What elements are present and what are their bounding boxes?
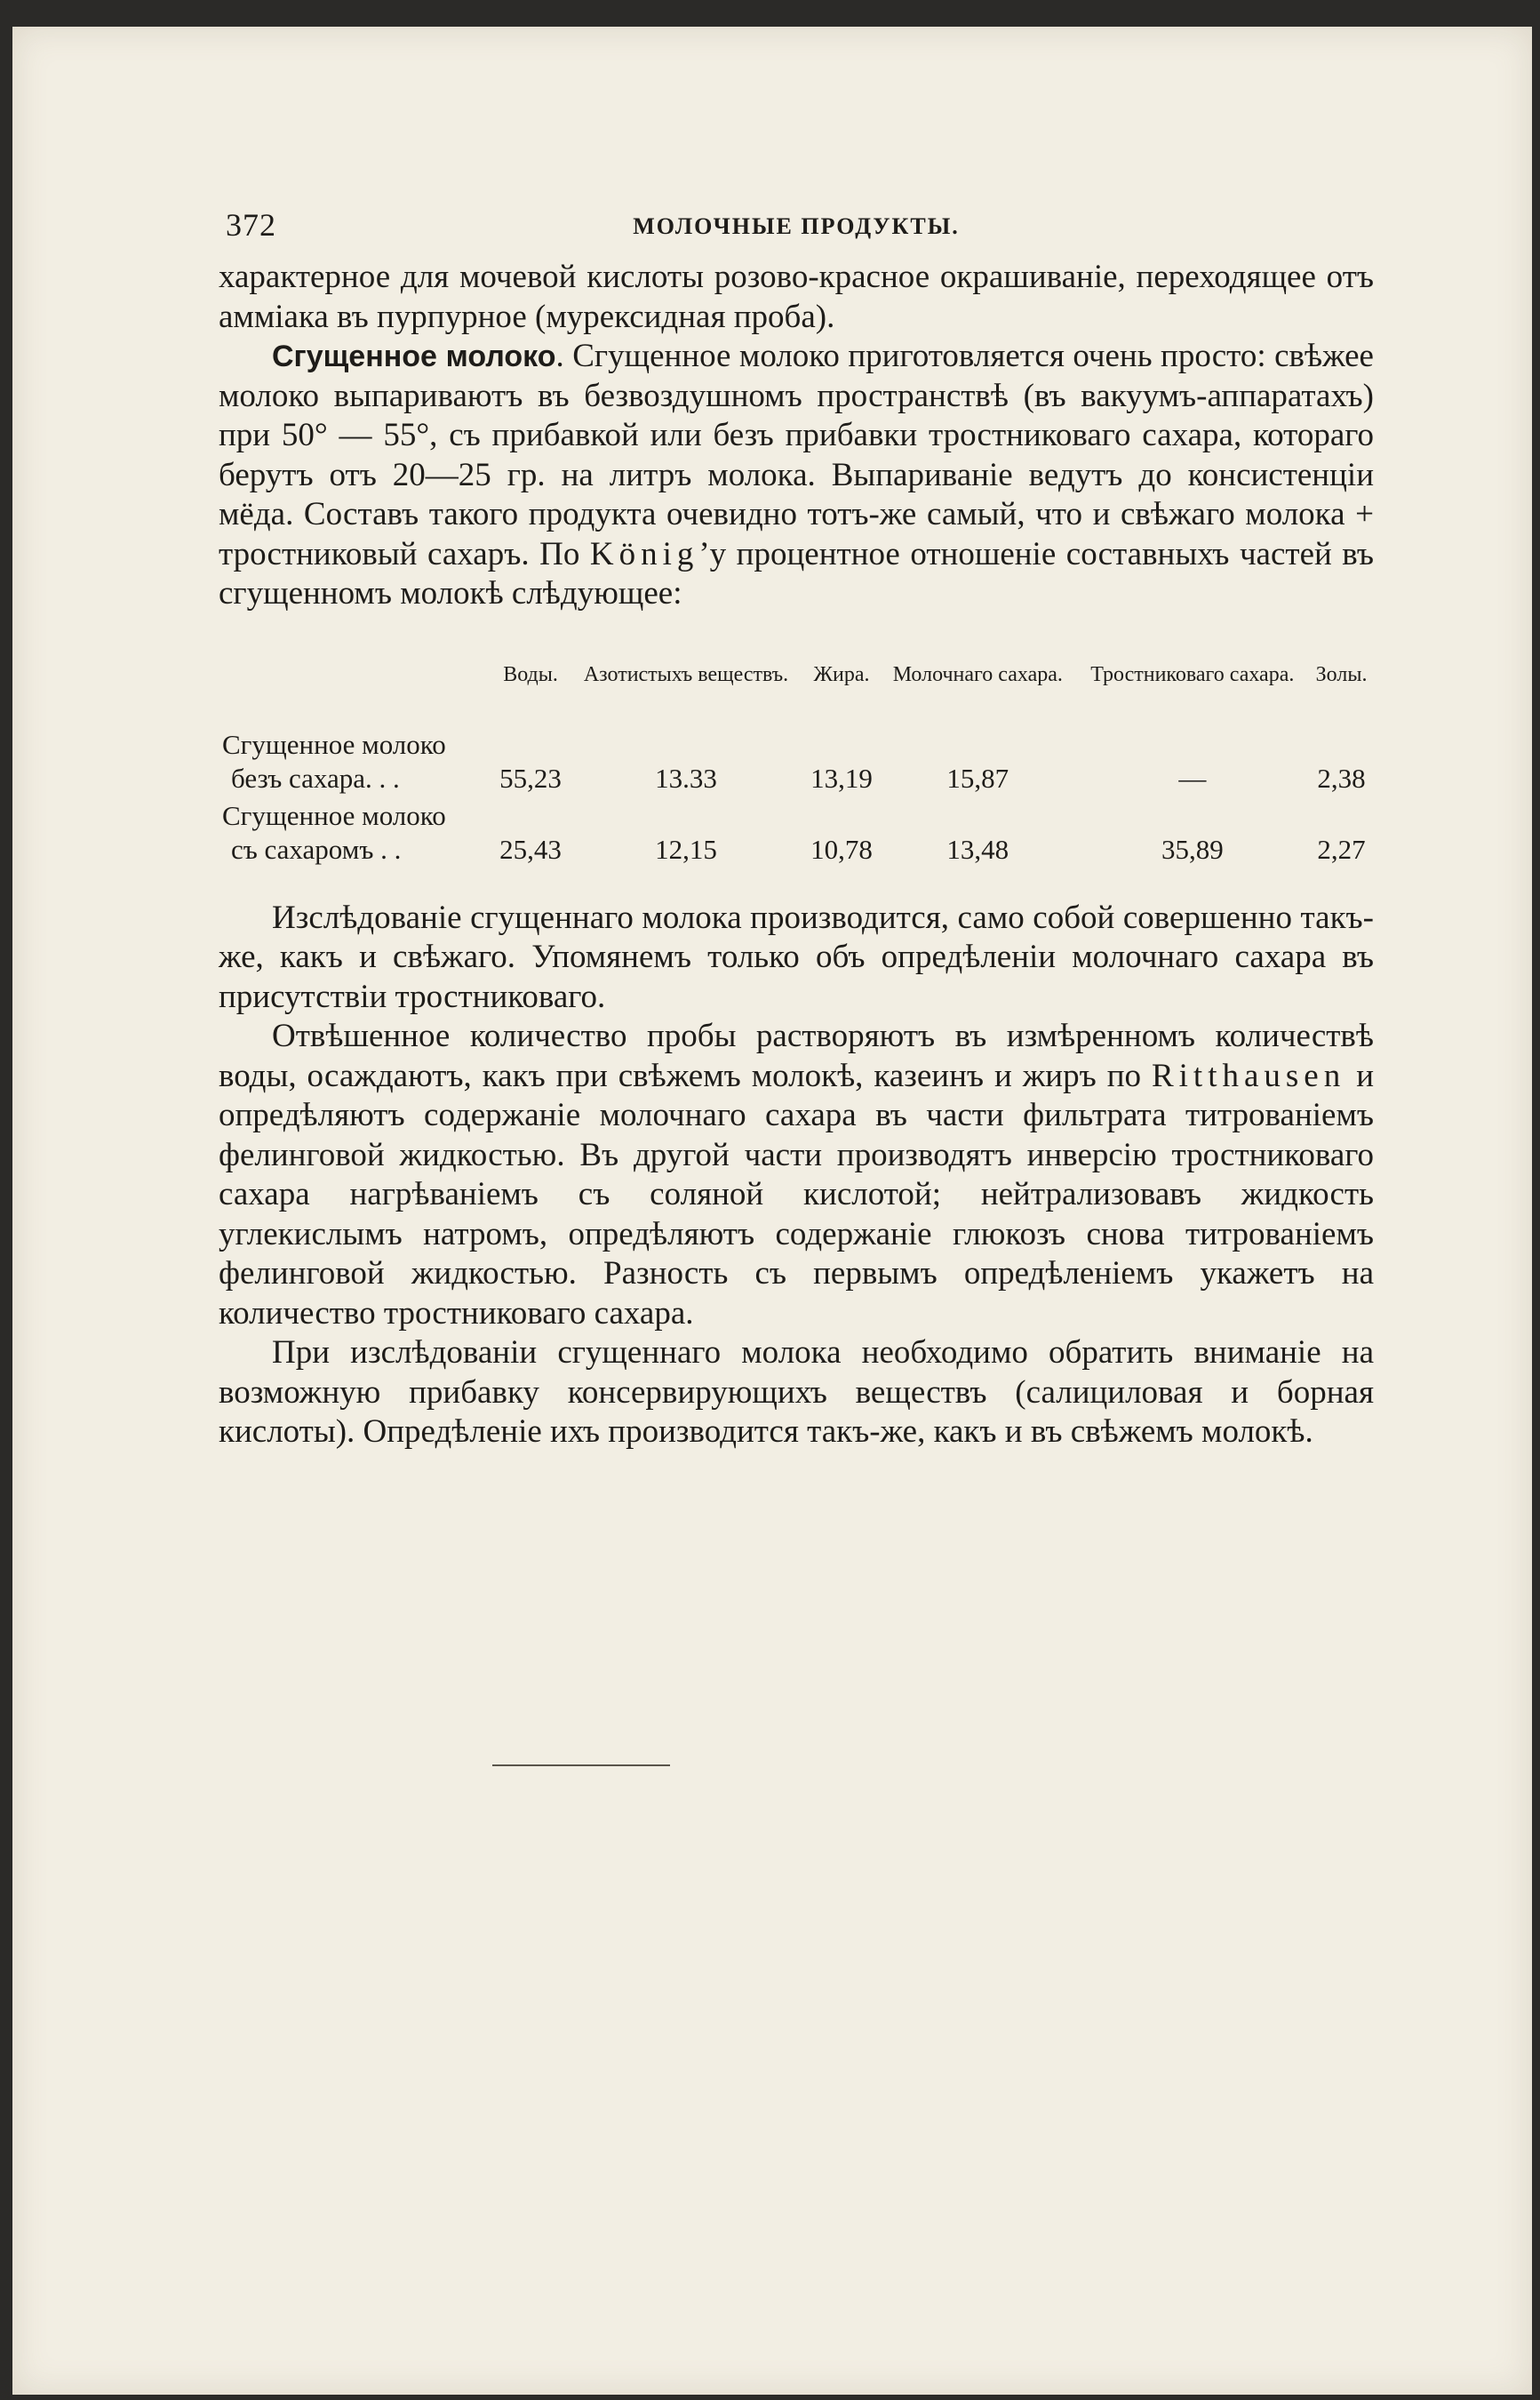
composition-table xyxy=(219,630,1374,868)
page-number: 372 xyxy=(226,207,276,243)
row-label-line: безъ сахара. . . xyxy=(231,762,400,794)
table-cell: 35,89 xyxy=(1161,833,1224,865)
row-label-line: съ сахаромъ . . xyxy=(231,833,402,865)
section-heading: Сгущенное молоко xyxy=(272,340,556,373)
table-cell: 12,15 xyxy=(655,833,717,865)
table-cell: 2,38 xyxy=(1317,762,1366,794)
table-corner xyxy=(219,630,492,726)
column-header: Жира. xyxy=(813,662,870,686)
column-header: Азотистыхъ веществъ. xyxy=(583,662,789,686)
row-label-line: Сгущенное молоко xyxy=(222,728,446,760)
paragraph-text: ’у процентное отношеніе составныхъ частей въ сгущенномъ молокѣ слѣдующее: xyxy=(219,535,1374,612)
paragraph-5: При изслѣдованіи сгущеннаго молока необходимо обратить вниманіе на возможную прибавку консервирующихъ веществъ (салициловая и борная кислоты). Опредѣленіе ихъ производится такъ-же, какъ и въ свѣжемъ молокѣ. xyxy=(219,1334,1374,1450)
table-cell: 13,48 xyxy=(946,833,1009,865)
paragraph-text: Отвѣшенное количество пробы растворяютъ въ измѣренномъ количествѣ воды, осаждаютъ, какъ при свѣжемъ молокѣ, казеинъ и жиръ по xyxy=(219,1018,1374,1094)
table-cell: 13.33 xyxy=(655,762,717,794)
table-header-row xyxy=(219,630,1374,726)
paragraph-condensed-milk xyxy=(219,337,1374,614)
column-header: Молочнаго сахара. xyxy=(892,662,1063,686)
author-name: König xyxy=(589,535,699,572)
page-body xyxy=(219,187,1374,1452)
author-name: Ritthausen xyxy=(1151,1057,1346,1094)
table-cell: — xyxy=(1178,762,1207,794)
row-label-line: Сгущенное молоко xyxy=(222,799,446,831)
table-row xyxy=(219,726,1374,797)
table-cell: 13,19 xyxy=(810,762,873,794)
table-cell: 2,27 xyxy=(1317,833,1366,865)
paragraph-text: . Сгущенное молоко приготовляется очень просто: свѣжее молоко выпариваютъ въ безвоздушномъ пространствѣ (въ вакуумъ-аппаратахъ) при 50° — 55°, съ прибавкой или безъ прибавки тростниковаго сахара, котораго берутъ отъ 20—25 гр. на литръ молока. Выпариваніе ведутъ до консистенціи мёда. Составъ такого продукта очевидно тотъ-же самый, что и свѣжаго молока + тростниковый сахаръ. По xyxy=(219,338,1374,572)
paragraph-3: Изслѣдованіе сгущеннаго молока производится, само собой совершенно такъ-же, какъ и свѣжаго. Упомянемъ только объ опредѣленіи молочнаго сахара въ присутствіи тростниковаго. xyxy=(219,899,1374,1015)
table-cell: 10,78 xyxy=(810,833,873,865)
book-page xyxy=(12,27,1532,2395)
page-header xyxy=(219,187,1374,258)
paragraph-4 xyxy=(219,1017,1374,1333)
table-row xyxy=(219,797,1374,868)
row-label xyxy=(219,726,492,797)
table-cell: 15,87 xyxy=(946,762,1009,794)
column-header: Воды. xyxy=(503,662,558,686)
row-label xyxy=(219,797,492,868)
table-cell: 25,43 xyxy=(499,833,562,865)
paragraph-text: и опредѣляютъ содержаніе молочнаго сахара въ части фильтрата титрованіемъ фелинговой жидкостью. Въ другой части производятъ инверсію тростниковаго сахара нагрѣваніемъ съ соляной кислотой; нейтрализовавъ жидкость углекислымъ натромъ, опредѣляютъ содержаніе глюкозъ снова титрованіемъ фелинговой жидкостью. Разность съ первымъ опредѣленіемъ укажетъ на количество тростниковаго сахара. xyxy=(219,1057,1374,1332)
table-cell: 55,23 xyxy=(499,762,562,794)
column-header: Тростниковаго сахара. xyxy=(1090,662,1295,686)
paragraph-1: характерное для мочевой кислоты розово-красное окрашиваніе, переходящее отъ амміака въ пурпурное (мурексидная проба). xyxy=(219,259,1374,335)
end-rule xyxy=(492,1764,670,1766)
running-title: МОЛОЧНЫЕ ПРОДУКТЫ. xyxy=(633,213,960,239)
column-header: Золы. xyxy=(1315,662,1368,686)
